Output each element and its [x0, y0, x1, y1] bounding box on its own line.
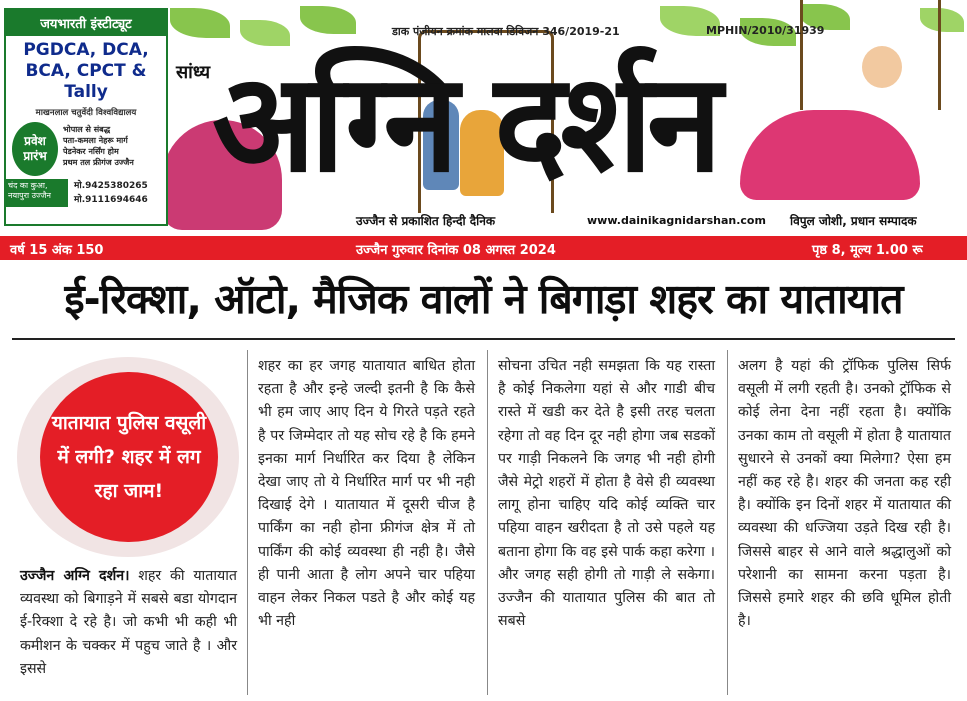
ad-address-line: प्रथम तल फ्रीगंज उज्जैन [63, 158, 134, 167]
editor-credit: विपुल जोशी, प्रधान सम्पादक [790, 214, 917, 228]
ad-course-line: BCA, CPCT & Tally [25, 61, 147, 102]
article-column-1 [20, 565, 237, 681]
article-column-4 [738, 355, 951, 633]
article-text: अलग है यहां की ट्रॉफिक पुलिस सिर्फ वसूली में लगी रहती है। उनको ट्रॉफिक से कोई लेना देना नहीं रहता है। क्योंकि उनका काम तो वसूली में होता है यातायात सुधारने से उनकों क्या मिलेगा? ऐसा हम नहीं कह रहे है। शहर की जनता कह रही है। क्योंकि इन दिनों शहर में यातायात की व्यवस्था की धज्जिया उड़ते दिख रही है। जिससे बाहर से आने वाले श्रद्धालुओं को परेशानी का सामना करना पड़ता है। जिससे हमारे शहर की छवि धूमिल होती है। [738, 358, 951, 630]
article-text: शहर का हर जगह यातायात बाधित होता रहता है और इन्हे जल्दी इतनी है कि कैसे भी हम जाए आए दिन ये गिरते पड़ते रहते है पर जिम्मेदार तो यह सोच रहे है कि हमने इनका मार्ग निर्धारित कर दिया है लेकिन देखा जाए तो ये निर्धारित मार्ग पर भी नही दिखाई देगे । यातायात में दूसरी चीज है पार्किंग का नही होना फ्रीगंज क्षेत्र में तो पार्किंग की कोई व्यवस्था ही नही है। जैसे ही पानी आता है लोग अपने चार पहिया वाहन लेकर निकल पडते है और कोई यह भी नही [258, 358, 475, 630]
issue-dateline: उज्जैन गुरुवार दिनांक 08 अगस्त 2024 [356, 243, 556, 258]
headline-divider [12, 338, 955, 340]
ad-address-line: पेडनेकर नर्सिंग होम [63, 147, 119, 156]
ad-admission-badge [12, 122, 58, 176]
ad-courses [6, 40, 166, 103]
leaf-decoration [240, 20, 290, 46]
ad-address-line: पता-कमला नेहरू मार्ग [63, 136, 128, 145]
institute-ad [4, 8, 168, 226]
ad-admission-text: प्रवेश [24, 134, 46, 148]
masthead [0, 0, 967, 236]
article-text: सोचना उचित नही समझता कि यह रास्ता है कोई निकलेगा यहां से और गाडी बीच रास्ते में खडी कर देते है इसी तरह चलता रहेगा तो वह दिन दूर नही होगा जब सडकों पर गाड़ी निकलने कि जगह भी नही होगी जैसे मेट्रो शहरों में होता है वेसे ही व्यवस्था लागू होना चाहिए यदि कोई व्यक्ति चार पहिया वाहन खरीदता है तो उसे पहले यह बताना होगा कि वह इसे पार्क कहा करेगा । और जगह सही होगी तो गाड़ी ले सकेगा। उज्जैन की यातायात पुलिस की बात तो सबसे [498, 358, 715, 630]
ad-admission-text: प्रारंभ [23, 149, 47, 163]
ad-details [6, 122, 166, 176]
tagline: उज्जैन से प्रकाशित हिन्दी दैनिक [356, 214, 496, 228]
ad-phone-numbers [68, 179, 148, 207]
callout-circle [40, 372, 218, 542]
column-separator [247, 350, 248, 695]
article-column-3 [498, 355, 715, 633]
column-separator [727, 350, 728, 695]
swing-rope [800, 0, 803, 110]
ad-course-line: PGDCA, DCA, [23, 40, 149, 60]
postal-registration: डाक पंजीयन क्रमांक मालवा डिविजन 346/2019-21 [392, 25, 620, 38]
ad-phone: मो.9425380265 [74, 181, 148, 191]
rni-number: MPHIN/2010/31939 [706, 24, 825, 37]
callout-text: यातायात पुलिस वसूली में लगी? शहर में लग रहा जाम! [51, 412, 207, 502]
ad-phone: मो.9111694646 [74, 195, 148, 205]
newspaper-title: अग्नि दर्शन [212, 45, 717, 203]
column-separator [487, 350, 488, 695]
article-text: शहर की यातायात व्यवस्था को बिगाड़ने में सबसे बडा योगदान ई-रिक्शा दे रहे है। जो कभी भी कही भी कमीशन के चक्कर में पहुच जाते है । और इससे [20, 568, 237, 677]
ad-location: चंद का कुआ, नयापुरा उज्जैन [6, 179, 68, 207]
ad-affiliation: भोपाल से संबद्ध [63, 125, 111, 134]
ad-address [58, 122, 134, 176]
leaf-decoration [920, 8, 964, 32]
ad-contact [6, 179, 166, 207]
page-price: पृष्ठ 8, मूल्य 1.00 रू [812, 243, 923, 258]
article-column-2 [258, 355, 475, 633]
edition-label: सांध्य [176, 62, 211, 83]
swinging-woman-illustration-right [740, 110, 920, 200]
issue-info-bar [0, 236, 967, 260]
ad-university: माखनलाल चतुर्वेदी विश्वविद्यालय [35, 108, 137, 118]
ad-institute-name: जयभारती इंस्टीट्यूट [6, 10, 166, 36]
swing-rope [938, 0, 941, 110]
leaf-decoration [170, 8, 230, 38]
volume-issue: वर्ष 15 अंक 150 [10, 243, 104, 258]
woman-face-illustration [862, 46, 902, 88]
article-dateline: उज्जैन अग्नि दर्शन। [20, 568, 130, 584]
main-headline: ई-रिक्शा, ऑटो, मैजिक वालों ने बिगाड़ा शहर का यातायात [64, 275, 903, 323]
website-link[interactable]: www.dainikagnidarshan.com [587, 214, 766, 227]
leaf-decoration [300, 6, 356, 34]
